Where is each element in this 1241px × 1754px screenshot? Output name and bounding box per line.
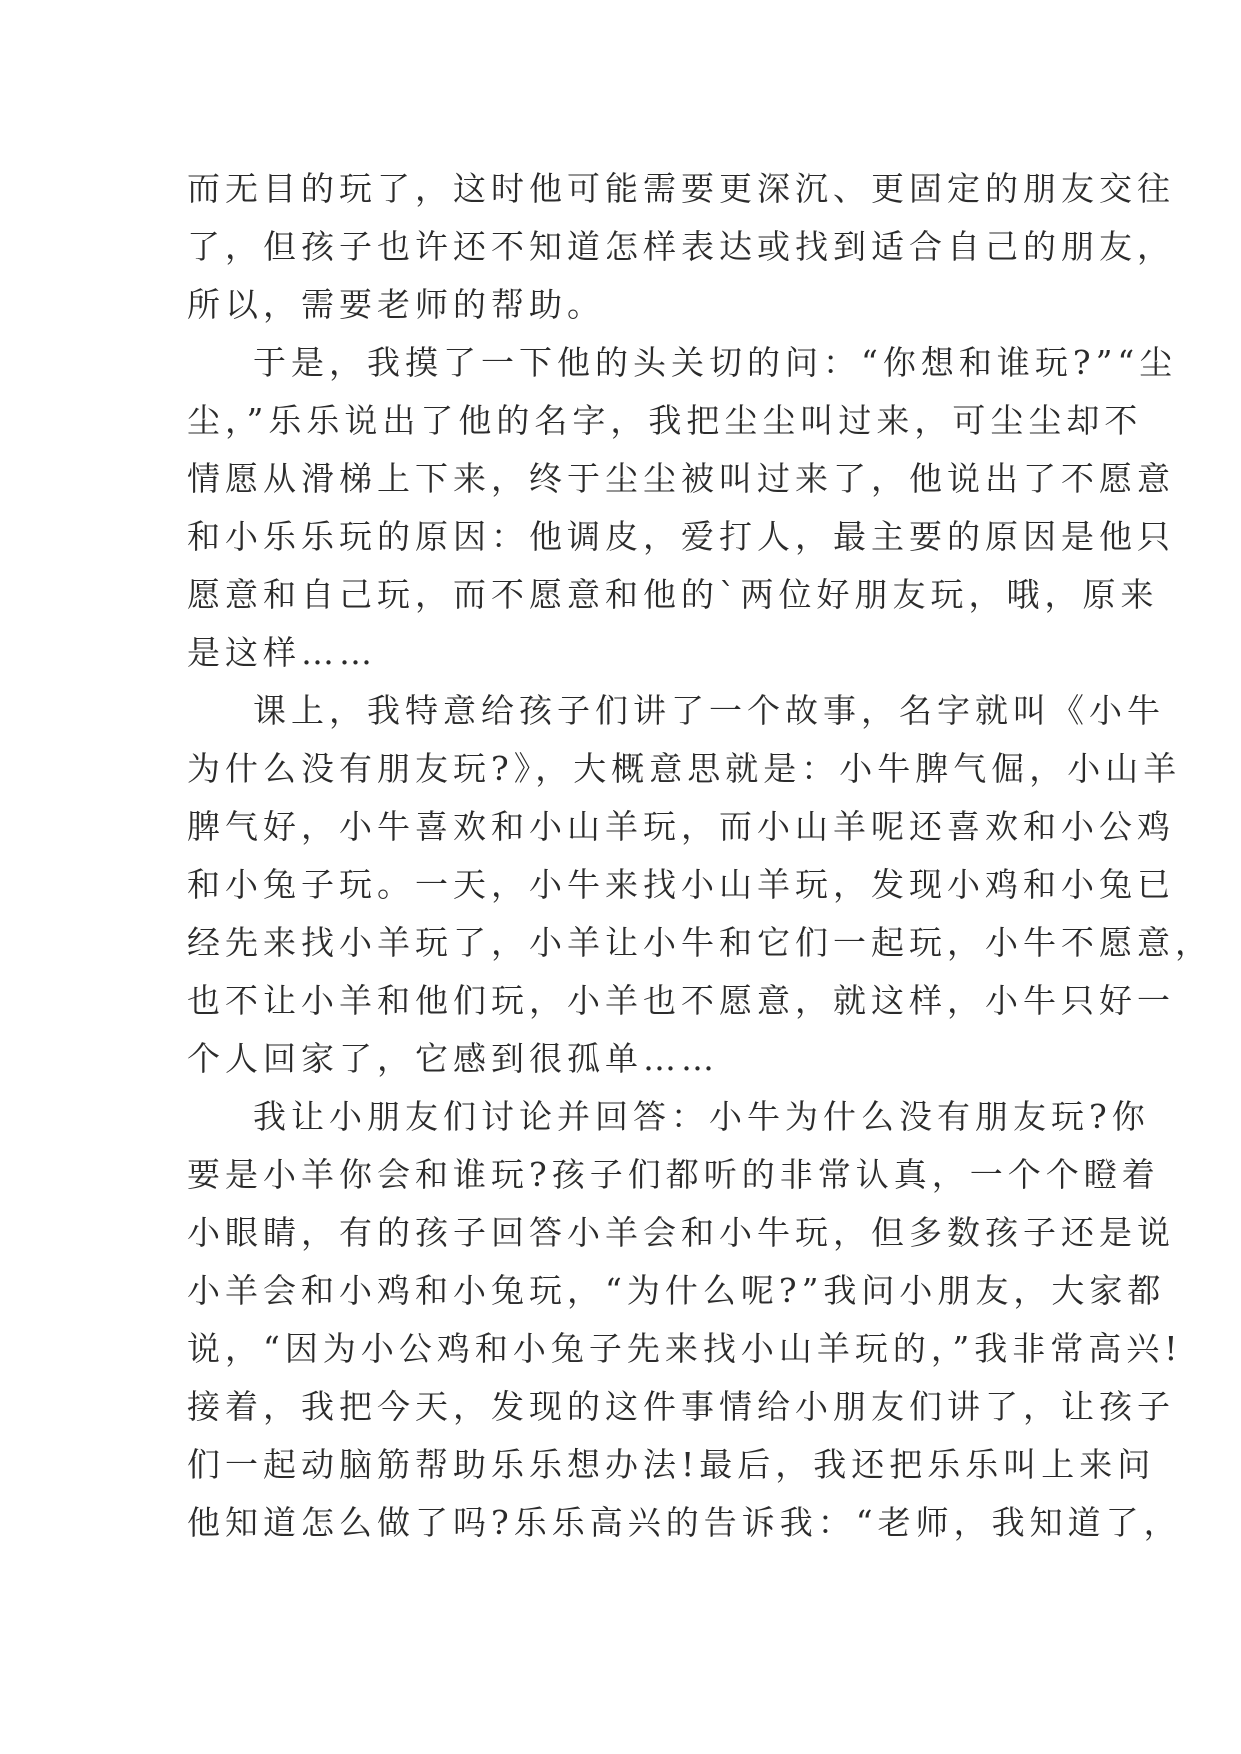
text-line: 们一起动脑筋帮助乐乐想办法!最后，我还把乐乐叫上来问 xyxy=(187,1445,1156,1484)
body-text xyxy=(187,160,1213,1552)
text-line: 个人回家了，它感到很孤单…… xyxy=(187,1039,719,1078)
text-line: 而无目的玩了，这时他可能需要更深沉、更固定的朋友交往 xyxy=(187,169,1175,208)
text-line: 愿意和自己玩，而不愿意和他的`两位好朋友玩，哦，原来 xyxy=(187,575,1159,614)
text-line: 了，但孩子也许还不知道怎样表达或找到适合自己的朋友， xyxy=(187,227,1175,266)
text-line: 小眼睛，有的孩子回答小羊会和小牛玩，但多数孩子还是说 xyxy=(187,1213,1175,1252)
text-line: 所以，需要老师的帮助。 xyxy=(187,285,605,324)
text-line: 经先来找小羊玩了，小羊让小牛和它们一起玩，小牛不愿意， xyxy=(187,923,1213,962)
paragraph-first-line: 我让小朋友们讨论并回答：小牛为什么没有朋友玩?你 xyxy=(253,1097,1150,1136)
text-line: 脾气好，小牛喜欢和小山羊玩，而小山羊呢还喜欢和小公鸡 xyxy=(187,807,1175,846)
text-line: 是这样…… xyxy=(187,633,377,672)
paragraph-first-line: 于是，我摸了一下他的头关切的问：“你想和谁玩?”“尘 xyxy=(253,343,1178,382)
text-line: 和小乐乐玩的原因：他调皮，爱打人，最主要的原因是他只 xyxy=(187,517,1175,556)
text-line: 情愿从滑梯上下来，终于尘尘被叫过来了，他说出了不愿意 xyxy=(187,459,1175,498)
text-line: 他知道怎么做了吗?乐乐高兴的告诉我：“老师，我知道了， xyxy=(187,1503,1182,1542)
text-line: 要是小羊你会和谁玩?孩子们都听的非常认真，一个个瞪着 xyxy=(187,1155,1160,1194)
text-line: 尘，”乐乐说出了他的名字，我把尘尘叫过来，可尘尘却不 xyxy=(187,401,1143,440)
text-line: 接着，我把今天，发现的这件事情给小朋友们讲了，让孩子 xyxy=(187,1387,1175,1426)
text-line: 为什么没有朋友玩?》，大概意思就是：小牛脾气倔，小山羊 xyxy=(187,749,1182,788)
text-line: 说，“因为小公鸡和小兔子先来找小山羊玩的，”我非常高兴! xyxy=(187,1329,1183,1368)
paragraph-first-line: 课上，我特意给孩子们讲了一个故事，名字就叫《小牛 xyxy=(253,691,1165,730)
text-line: 也不让小羊和他们玩，小羊也不愿意，就这样，小牛只好一 xyxy=(187,981,1175,1020)
text-line: 和小兔子玩。一天，小牛来找小山羊玩，发现小鸡和小兔已 xyxy=(187,865,1175,904)
text-line: 小羊会和小鸡和小兔玩，“为什么呢?”我问小朋友，大家都 xyxy=(187,1271,1166,1310)
